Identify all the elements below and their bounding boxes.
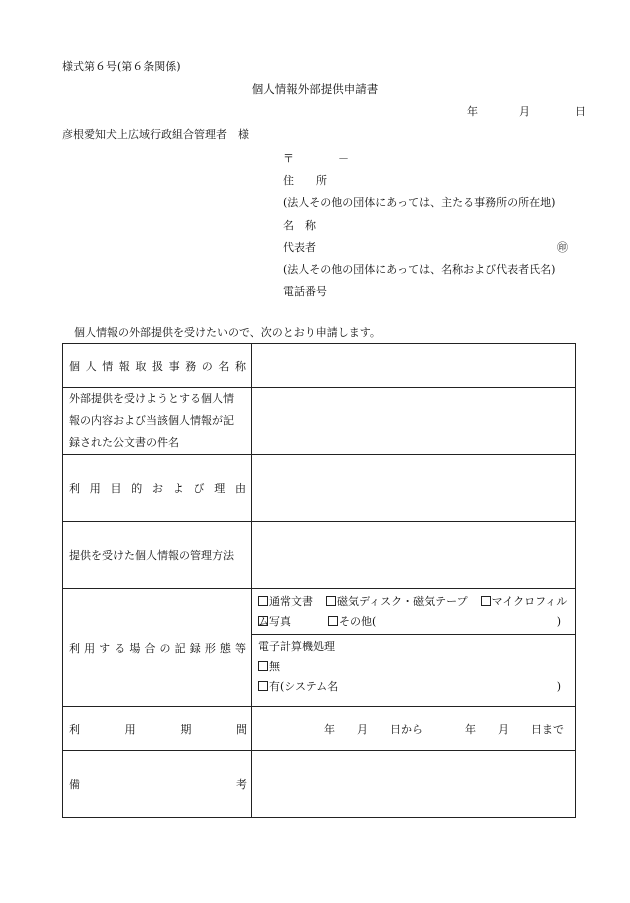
checkbox-other[interactable]: その他( [328,615,376,628]
table-row [63,522,576,589]
management-method-field[interactable] [252,522,576,589]
row-label: 個人情報取扱事務の名称 [63,344,252,388]
table-row [63,751,576,818]
phone-label: 電話番号 [283,285,327,299]
purpose-field[interactable] [252,455,576,522]
usage-period-field[interactable]: 年 月 日から 年 月 日まで [252,707,576,751]
row-label: 備考 [63,751,252,818]
name-label: 名 称 [283,218,316,232]
checkbox-normal-doc[interactable]: 通常文書 [258,595,313,608]
table-row [63,388,576,455]
addressee: 彦根愛知犬上広域行政組合管理者 様 [62,128,249,141]
date-day: 日 [575,105,586,118]
row-label: 利用する場合の記録形態等 [63,589,252,707]
address-label: 住 所 [283,174,327,188]
document-title: 個人情報外部提供申請書 [251,82,379,96]
checkbox-magnetic[interactable]: 磁気ディスク・磁気テープ [326,595,468,608]
checkbox-photo[interactable]: 写真 [258,615,291,628]
date-month: 月 [519,105,530,118]
seal-mark: ㊞ [557,240,568,254]
checkbox-yes[interactable]: 有(システム名 [258,680,338,693]
corp-address-note: (法人その他の団体にあっては、主たる事務所の所在地) [283,196,556,210]
computer-processing-section [252,634,575,699]
representative-label: 代表者 [283,240,316,254]
computer-processing-label: 電子計算機処理 [258,640,335,653]
info-content-field[interactable] [252,388,576,455]
table-row [63,455,576,522]
date-year: 年 [467,105,478,118]
checkbox-none[interactable]: 無 [258,660,280,673]
date-line [467,103,586,119]
corp-name-note: (法人その他の団体にあっては、名称および代表者氏名) [283,262,556,276]
table-row [63,589,576,707]
record-format-cell [252,589,576,707]
table-row [63,344,576,388]
row-label: 利用期間 [63,707,252,751]
row-label: 提供を受けた個人情報の管理方法 [63,522,252,589]
representative-line [283,237,568,259]
media-options [252,589,575,634]
yes-close-paren: ) [556,680,561,693]
remarks-field[interactable] [252,751,576,818]
affair-name-field[interactable] [252,344,576,388]
applicant-block [283,148,568,303]
row-label: 利用目的および理由 [63,455,252,522]
other-close-paren: ) [556,615,561,628]
intro-text: 個人情報の外部提供を受けたいので、次のとおり申請します。 [74,326,381,339]
application-table [62,343,576,818]
postal-code-line: 〒 － [283,152,349,165]
table-row [63,707,576,751]
row-label: 外部提供を受けようとする個人情 報の内容および当該個人情報が記 録された公文書の件名 [63,388,252,455]
form-number: 様式第６号(第６条関係) [62,60,181,73]
checkbox-microfilm[interactable]: マイクロフィルム [258,595,568,628]
